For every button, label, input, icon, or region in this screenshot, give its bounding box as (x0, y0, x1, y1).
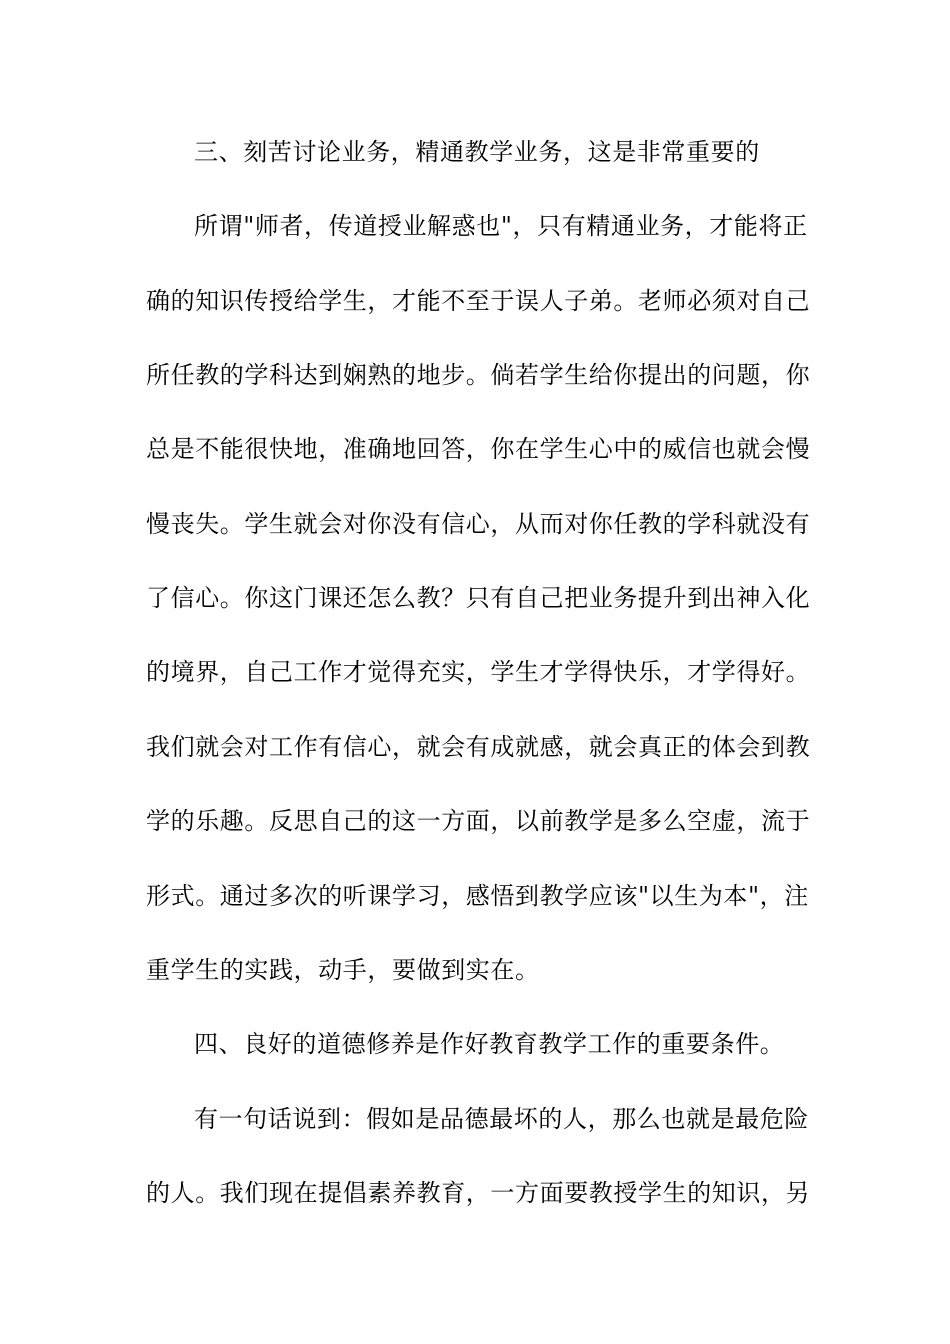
paragraph-line: 所任教的学科达到娴熟的地步。倘若学生给你提出的问题，你 (146, 361, 811, 389)
paragraph-line: 总是不能很快地，准确地回答，你在学生心中的威信也就会慢 (146, 435, 811, 463)
paragraph-line: 有一句话说到：假如是品德最坏的人，那么也就是最危险 (194, 1105, 809, 1133)
paragraph-line: 了信心。你这门课还怎么教？只有自己把业务提升到出神入化 (146, 584, 811, 612)
paragraph-line: 慢丧失。学生就会对你没有信心，从而对你任教的学科就没有 (146, 510, 811, 538)
paragraph-line: 学的乐趣。反思自己的这一方面，以前教学是多么空虚，流于 (146, 807, 811, 835)
paragraph-line: 确的知识传授给学生，才能不至于误人子弟。老师必须对自己 (146, 287, 811, 315)
paragraph-line: 我们就会对工作有信心，就会有成就感，就会真正的体会到教 (146, 733, 811, 761)
paragraph-line: 所谓"师者，传道授业解惑也"，只有精通业务，才能将正 (194, 212, 808, 240)
paragraph-line: 形式。通过多次的听课学习，感悟到教学应该"以生为本"，注 (146, 882, 809, 910)
heading-section-3: 三、刻苦讨论业务，精通教学业务，这是非常重要的 (194, 138, 760, 166)
paragraph-line: 的人。我们现在提倡素养教育，一方面要教授学生的知识，另 (146, 1179, 811, 1207)
paragraph-line: 重学生的实践，动手，要做到实在。 (146, 956, 540, 984)
paragraph-line: 的境界，自己工作才觉得充实，学生才学得快乐，才学得好。 (146, 658, 811, 686)
heading-section-4: 四、良好的道德修养是作好教育教学工作的重要条件。 (194, 1030, 785, 1058)
